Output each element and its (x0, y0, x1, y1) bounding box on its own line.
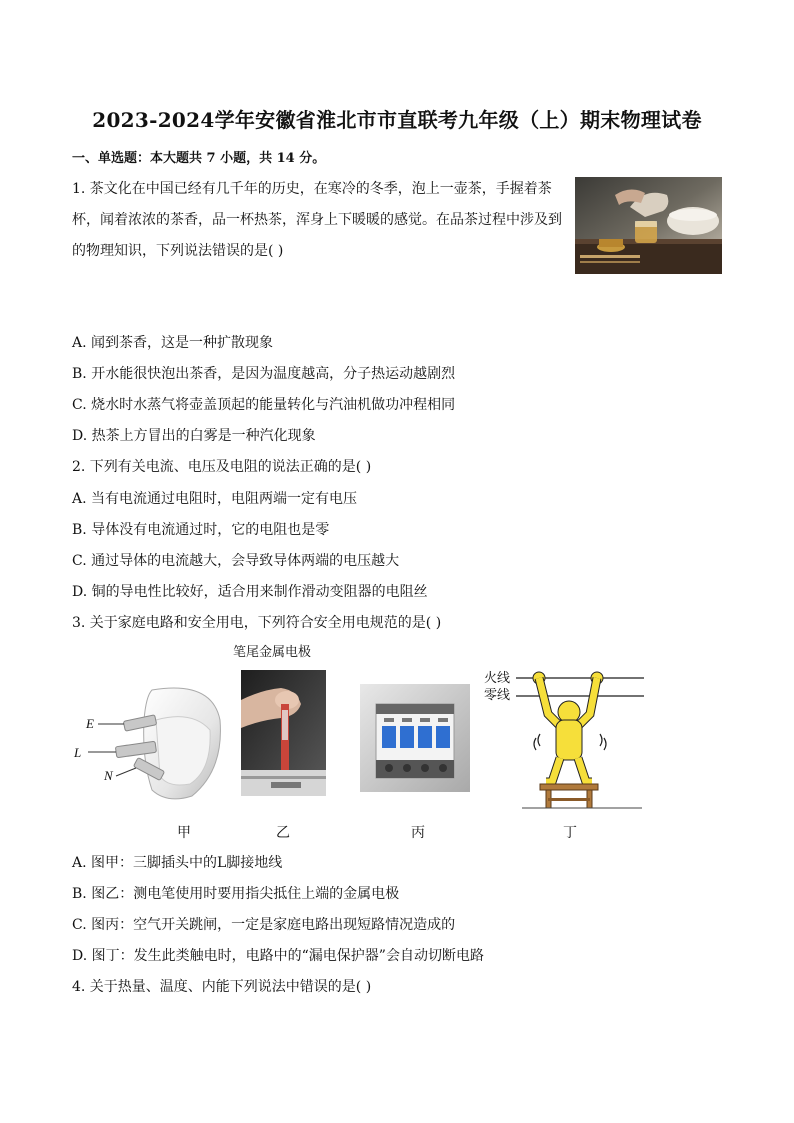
question-2-stem: 2. 下列有关电流、电压及电阻的说法正确的是( ) (72, 459, 372, 475)
q2-option-a: A. 当有电流通过电阻时，电阻两端一定有电压 (72, 491, 358, 507)
q3-option-c: C. 图丙：空气开关跳闸，一定是家庭电路出现短路情况造成的 (72, 917, 456, 933)
plug-label-e: E (86, 716, 94, 731)
figure-air-switch (360, 684, 470, 792)
live-wire-label: 火线 (484, 671, 511, 686)
figure-test-pen (241, 670, 326, 796)
section-header: 一、单选题：本大题共 7 小题，共 14 分。 (72, 151, 326, 166)
q1-option-d: D. 热茶上方冒出的白雾是一种汽化现象 (72, 428, 316, 444)
caption-ding: 丁 (563, 825, 577, 841)
q1-option-a: A. 闻到茶香，这是一种扩散现象 (72, 335, 274, 351)
q1-option-b: B. 开水能很快泡出茶香，是因为温度越高，分子热运动越剧烈 (72, 366, 456, 382)
q2-option-b: B. 导体没有电流通过时，它的电阻也是零 (72, 522, 330, 538)
q3-option-a: A. 图甲：三脚插头中的L脚接地线 (72, 855, 283, 871)
plug-label-l: L (74, 745, 82, 760)
question-3-stem: 3. 关于家庭电路和安全用电，下列符合安全用电规范的是( ) (72, 615, 442, 631)
pen-label: 笔尾金属电极 (233, 645, 312, 660)
question-4-stem: 4. 关于热量、温度、内能下列说法中错误的是( ) (72, 979, 372, 995)
q3-option-b: B. 图乙：测电笔使用时要用指尖抵住上端的金属电极 (72, 886, 400, 902)
figure-plug (72, 680, 232, 805)
question-1-stem: 1. 茶文化在中国已经有几千年的历史，在寒冷的冬季，泡上一壶茶，手握着茶杯，闻着浓浓的茶香，品一杯热茶，浑身上下暖暖的感觉。在品茶过程中涉及到的物理知识，下列说法错误的是( ) (72, 181, 562, 259)
q2-option-d: D. 铜的导电性比较好，适合用来制作滑动变阻器的电阻丝 (72, 584, 428, 600)
q3-option-d: D. 图丁：发生此类触电时，电路中的“漏电保护器”会自动切断电路 (72, 948, 484, 964)
caption-yi: 乙 (276, 825, 290, 841)
plug-label-n: N (104, 768, 113, 783)
caption-jia: 甲 (177, 825, 191, 841)
neutral-wire-label: 零线 (484, 688, 511, 703)
q2-option-c: C. 通过导体的电流越大，会导致导体两端的电压越大 (72, 553, 400, 569)
tea-photo (575, 177, 722, 274)
caption-bing: 丙 (411, 825, 425, 841)
page-title: 2023-2024学年安徽省淮北市市直联考九年级（上）期末物理试卷 (92, 108, 702, 132)
q1-option-c: C. 烧水时水蒸气将壶盖顶起的能量转化与汽油机做功冲程相同 (72, 397, 456, 413)
figure-electrocution (482, 664, 644, 810)
